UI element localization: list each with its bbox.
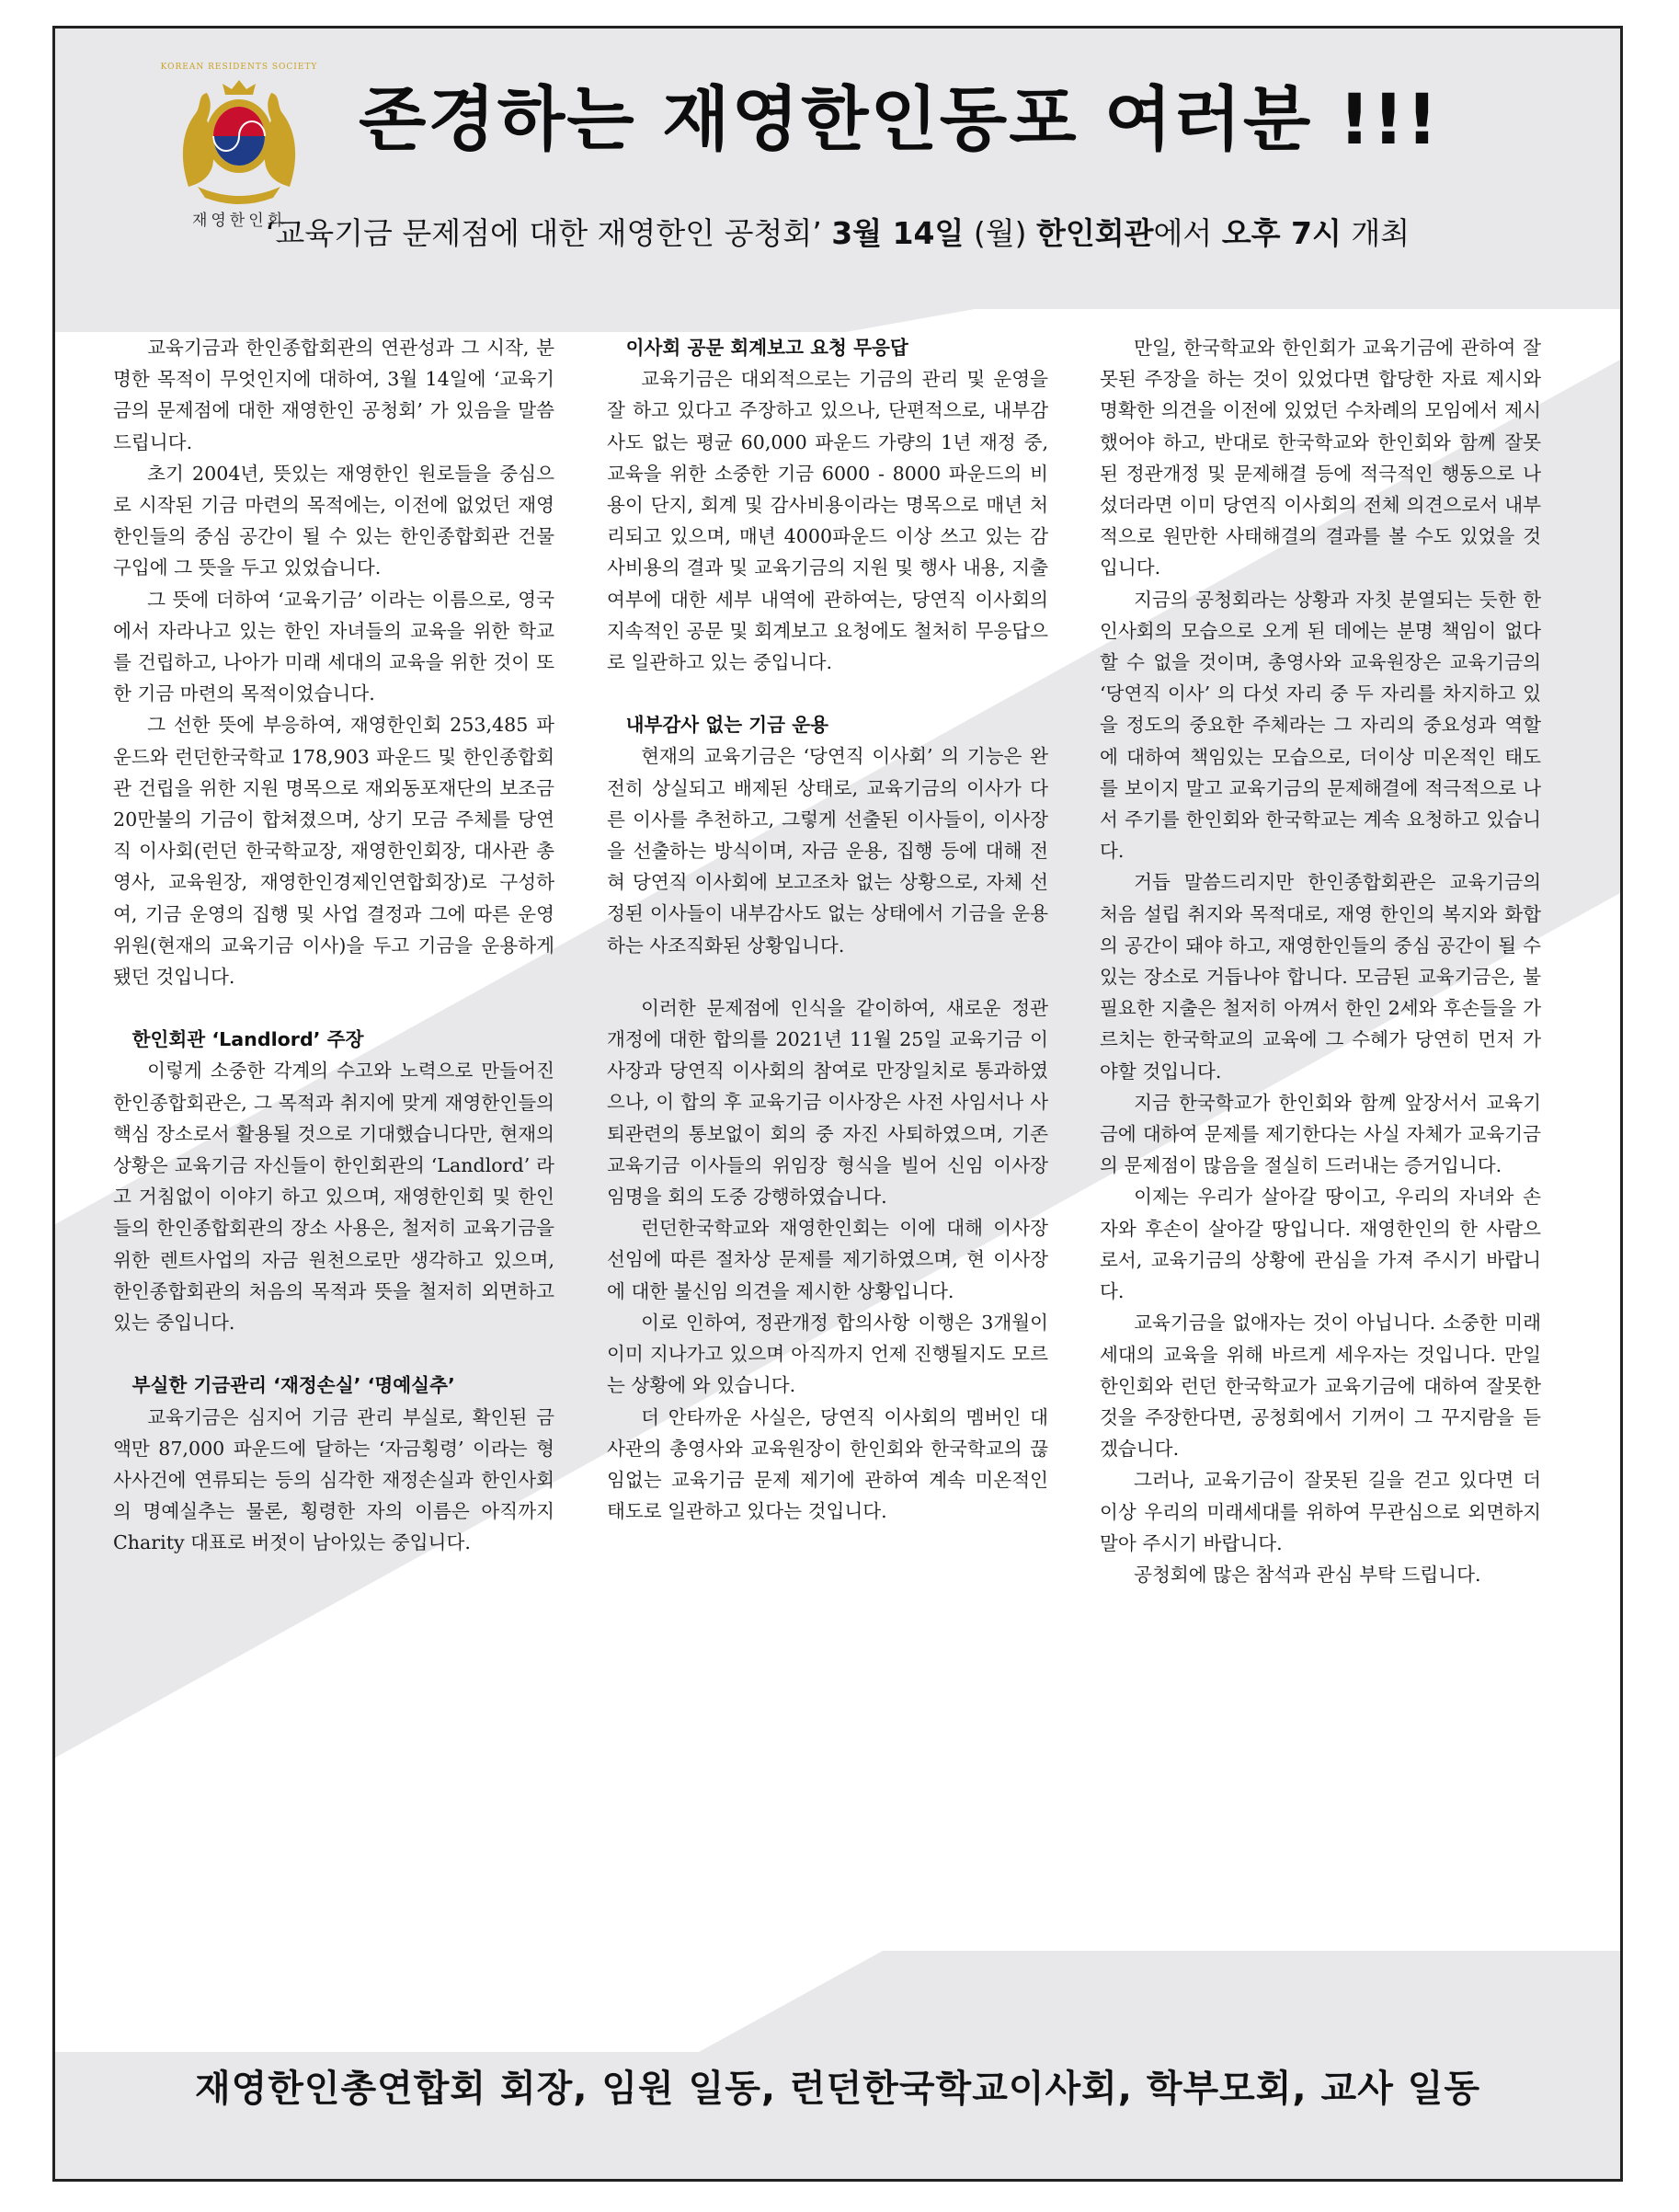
paragraph: 초기 2004년, 뜻있는 재영한인 원로들을 중심으로 시작된 기금 마련의 목적에는, 이전에 없었던 재영한인들의 중심 공간이 될 수 있는 한인종합회관 건물구입에 그 뜻을 두고 있었습니다. xyxy=(113,462,554,579)
paragraph: 교육기금과 한인종합회관의 연관성과 그 시작, 분명한 목적이 무엇인지에 대하여, 3월 14일에 ‘교육기금의 문제점에 대한 재영한인 공청회’ 가 있음을 말씀 드립니다. xyxy=(113,337,554,453)
paragraph: 그 뜻에 더하여 ‘교육기금’ 이라는 이름으로, 영국에서 자라나고 있는 한인 자녀들의 교육을 위한 학교를 건립하고, 나아가 미래 세대의 교육을 위한 것이 또한 기금 마련의 목적이었습니다. xyxy=(113,588,554,705)
paragraph: 그러나, 교육기금이 잘못된 길을 걷고 있다면 더이상 우리의 미래세대를 위하여 무관심으로 외면하지 말아 주시기 바랍니다. xyxy=(1100,1469,1541,1554)
paragraph: 이로 인하여, 정관개정 합의사항 이행은 3개월이 이미 지나가고 있으며 아직까지 언제 진행될지도 모르는 상황에 와 있습니다. xyxy=(607,1311,1048,1397)
spacer xyxy=(113,1338,554,1370)
paragraph: 이러한 문제점에 인식을 같이하여, 새로운 정관 개정에 대한 합의를 2021년 11월 25일 교육기금 이사장과 당연직 이사회의 참여로 만장일치로 통과하였으나, 이 합의 후 교육기금 이사장은 사전 사임서나 사퇴관련의 통보없이 회의 중 자진 사퇴하였으며, 기존 교육기금 이사들의 위임장 형식을 빌어 신임 이사장 임명을 회의 도중 강행하였습니다. xyxy=(607,996,1048,1209)
paragraph: 거듭 말씀드리지만 한인종합회관은 교육기금의 처음 설립 취지와 목적대로, 재영 한인의 복지와 화합의 공간이 돼야 하고, 재영한인들의 중심 공간이 될 수 있는 장소로 거듭나야 합니다. 모금된 교육기금은, 불필요한 지출은 철저히 아껴서 한인 2세와 후손들을 가르치는 한국학교의 교육에 그 수혜가 당연히 먼저 가야할 것입니다. xyxy=(1100,871,1541,1083)
paragraph: 교육기금은 대외적으로는 기금의 관리 및 운영을 잘 하고 있다고 주장하고 있으나, 단편적으로, 내부감사도 없는 평균 60,000 파운드 가량의 1년 재정 중, 교육을 위한 소중한 기금 6000 - 8000 파운드의 비용이 단지, 회계 및 감사비용이라는 명목으로 매년 처리되고 있으며, 매년 4000파운드 이상 쓰고 있는 감사비용의 결과 및 교육기금의 지원 및 행사 내용, 지출 여부에 대한 세부 내역에 관하여는, 당연직 이사회의 지속적인 공문 및 회계보고 요청에도 철처히 무응답으로 일관하고 있는 중입니다. xyxy=(607,368,1048,674)
paragraph: 이제는 우리가 살아갈 땅이고, 우리의 자녀와 손자와 후손이 살아갈 땅입니다. 재영한인의 한 사람으로서, 교육기금의 상황에 관심을 가져 주시기 바랍니다. xyxy=(1100,1186,1541,1303)
column-3 xyxy=(1100,332,1541,1590)
subtitle-place: 한인회관 xyxy=(1036,215,1154,251)
header xyxy=(55,29,1620,304)
paragraph: 공청회에 많은 참석과 관심 부탁 드립니다. xyxy=(1134,1563,1481,1586)
column-2 xyxy=(607,332,1048,1527)
logo xyxy=(161,49,317,233)
main-title: 존경하는 재영한인동포 여러분 !!! xyxy=(359,78,1440,160)
paragraph: 이렇게 소중한 각계의 수고와 노력으로 만들어진 한인종합회관은, 그 목적과 취지에 맞게 재영한인들의 핵심 장소로서 활용될 것으로 기대했습니다만, 현재의 상황은 교육기금 자신들이 한인회관의 ‘Landlord’ 라고 거침없이 이야기 하고 있으며, 재영한인회 및 한인들의 한인종합회관의 장소 사용은, 철저히 교육기금을 위한 렌트사업의 자금 원천으로만 생각하고 있으며, 한인종합회관의 처음의 목적과 뜻을 철저히 외면하고 있는 중입니다. xyxy=(113,1060,554,1335)
spacer xyxy=(607,678,1048,709)
advertisement-frame xyxy=(52,26,1623,2182)
paragraph: 지금 한국학교가 한인회와 함께 앞장서서 교육기금에 대하여 문제를 제기한다는 사실 자체가 교육기금의 문제점이 많음을 절실히 드러내는 증거입니다. xyxy=(1100,1091,1541,1177)
paragraph: 그 선한 뜻에 부응하여, 재영한인회 253,485 파운드와 런던한국학교 178,903 파운드 및 한인종합회관 건립을 위한 지원 명목으로 재외동포재단의 보조금 20만불의 기금이 합쳐졌으며, 상기 모금 주체를 당연직 이사회(런던 한국학교장, 재영한인회장, 대사관 총영사, 교육원장, 재영한인경제인연합회장)로 구성하여, 기금 운영의 집행 및 사업 결정과 그에 따른 운영위원(현재의 교육기금 이사)을 두고 기금을 운용하게 됐던 것입니다. xyxy=(113,714,554,989)
svg-text:KOREAN RESIDENTS SOCIETY: KOREAN RESIDENTS SOCIETY xyxy=(161,63,317,72)
signatories-footer: 재영한인총연합회 회장, 임원 일동, 런던한국학교이사회, 학부모회, 교사 일동 xyxy=(194,2068,1481,2110)
paragraph: 만일, 한국학교와 한인회가 교육기금에 관하여 잘못된 주장을 하는 것이 있었다면 합당한 자료 제시와 명확한 의견을 이전에 있었던 수차례의 모임에서 제시했어야 하고, 반대로 한국학교와 한인회와 함께 잘못된 정관개정 및 문제해결 등에 적극적인 행동으로 나섰더라면 이미 당연직 이사회의 전체 의견으로서 내부적으로 원만한 사태해결의 결과를 볼 수도 있었을 것입니다. xyxy=(1100,337,1541,579)
spacer xyxy=(607,961,1048,992)
spacer xyxy=(113,992,554,1024)
paragraph: 현재의 교육기금은 ‘당연직 이사회’ 의 기능은 완전히 상실되고 배제된 상태로, 교육기금의 이사가 다른 이사를 추천하고, 그렇게 선출된 이사들이, 이사장을 선출하는 방식이며, 자금 운용, 집행 등에 대해 전혀 당연직 이사회에 보고조차 없는 상황으로, 자체 선정된 이사들이 내부감사도 없는 상태에서 기금을 운용하는 사조직화된 상황입니다. xyxy=(607,745,1048,957)
paragraph: 교육기금은 심지어 기금 관리 부실로, 확인된 금액만 87,000 파운드에 달하는 ‘자금횡령’ 이라는 형사사건에 연류되는 등의 심각한 재정손실과 한인사회의 명예실추는 물론, 횡령한 자의 이름은 아직까지 Charity 대표로 버젓이 남아있는 중입니다. xyxy=(113,1405,554,1554)
section-heading: 한인회관 ‘Landlord’ 주장 xyxy=(131,1028,364,1051)
section-heading: 부실한 기금관리 ‘재정손실’ ‘명예실추’ xyxy=(131,1374,455,1397)
subtitle xyxy=(55,211,1620,257)
section-heading: 내부감사 없는 기금 운용 xyxy=(625,714,829,737)
subtitle-mid: 에서 xyxy=(1153,215,1222,251)
column-1 xyxy=(113,332,554,1559)
coat-of-arms-icon xyxy=(161,49,317,205)
subtitle-event: ‘교육기금 문제점에 대한 재영한인 공청회’ xyxy=(265,215,832,251)
section-heading: 이사회 공문 회계보고 요청 무응답 xyxy=(625,337,908,359)
paragraph: 런던한국학교와 재영한인회는 이에 대해 이사장 선임에 따른 절차상 문제를 제기하였으며, 현 이사장에 대한 불신임 의견을 제시한 상황입니다. xyxy=(607,1217,1048,1302)
subtitle-time: 오후 7시 xyxy=(1221,215,1342,251)
paragraph: 더 안타까운 사실은, 당연직 이사회의 멤버인 대사관의 총영사와 교육원장이 한인회와 한국학교의 끊임없는 교육기금 문제 제기에 관하여 계속 미온적인 태도로 일관하고 있다는 것입니다. xyxy=(607,1405,1048,1523)
subtitle-end: 개최 xyxy=(1341,215,1411,251)
paragraph: 지금의 공청회라는 상황과 자칫 분열되는 듯한 한인사회의 모습으로 오게 된 데에는 분명 책임이 없다 할 수 없을 것이며, 총영사와 교육원장은 교육기금의 ‘당연직 이사’ 의 다섯 자리 중 두 자리를 차지하고 있을 정도의 중요한 주체라는 그 자리의 중요성과 역할에 대하여 책임있는 모습으로, 더이상 미온적인 태도를 보이지 말고 교육기금의 문제해결에 적극적으로 나서 주기를 한인회와 한국학교는 계속 요청하고 있습니다. xyxy=(1100,588,1541,863)
subtitle-day: (월) xyxy=(964,215,1036,251)
paragraph: 교육기금을 없애자는 것이 아닙니다. 소중한 미래세대의 교육을 위해 바르게 세우자는 것입니다. 만일 한인회와 런던 한국학교가 교육기금에 대하여 잘못한 것을 주장한다면, 공청회에서 기꺼이 그 꾸지람을 듣겠습니다. xyxy=(1100,1312,1541,1461)
subtitle-date: 3월 14일 xyxy=(831,215,965,251)
logo-text: 재영한인회 xyxy=(191,212,287,230)
